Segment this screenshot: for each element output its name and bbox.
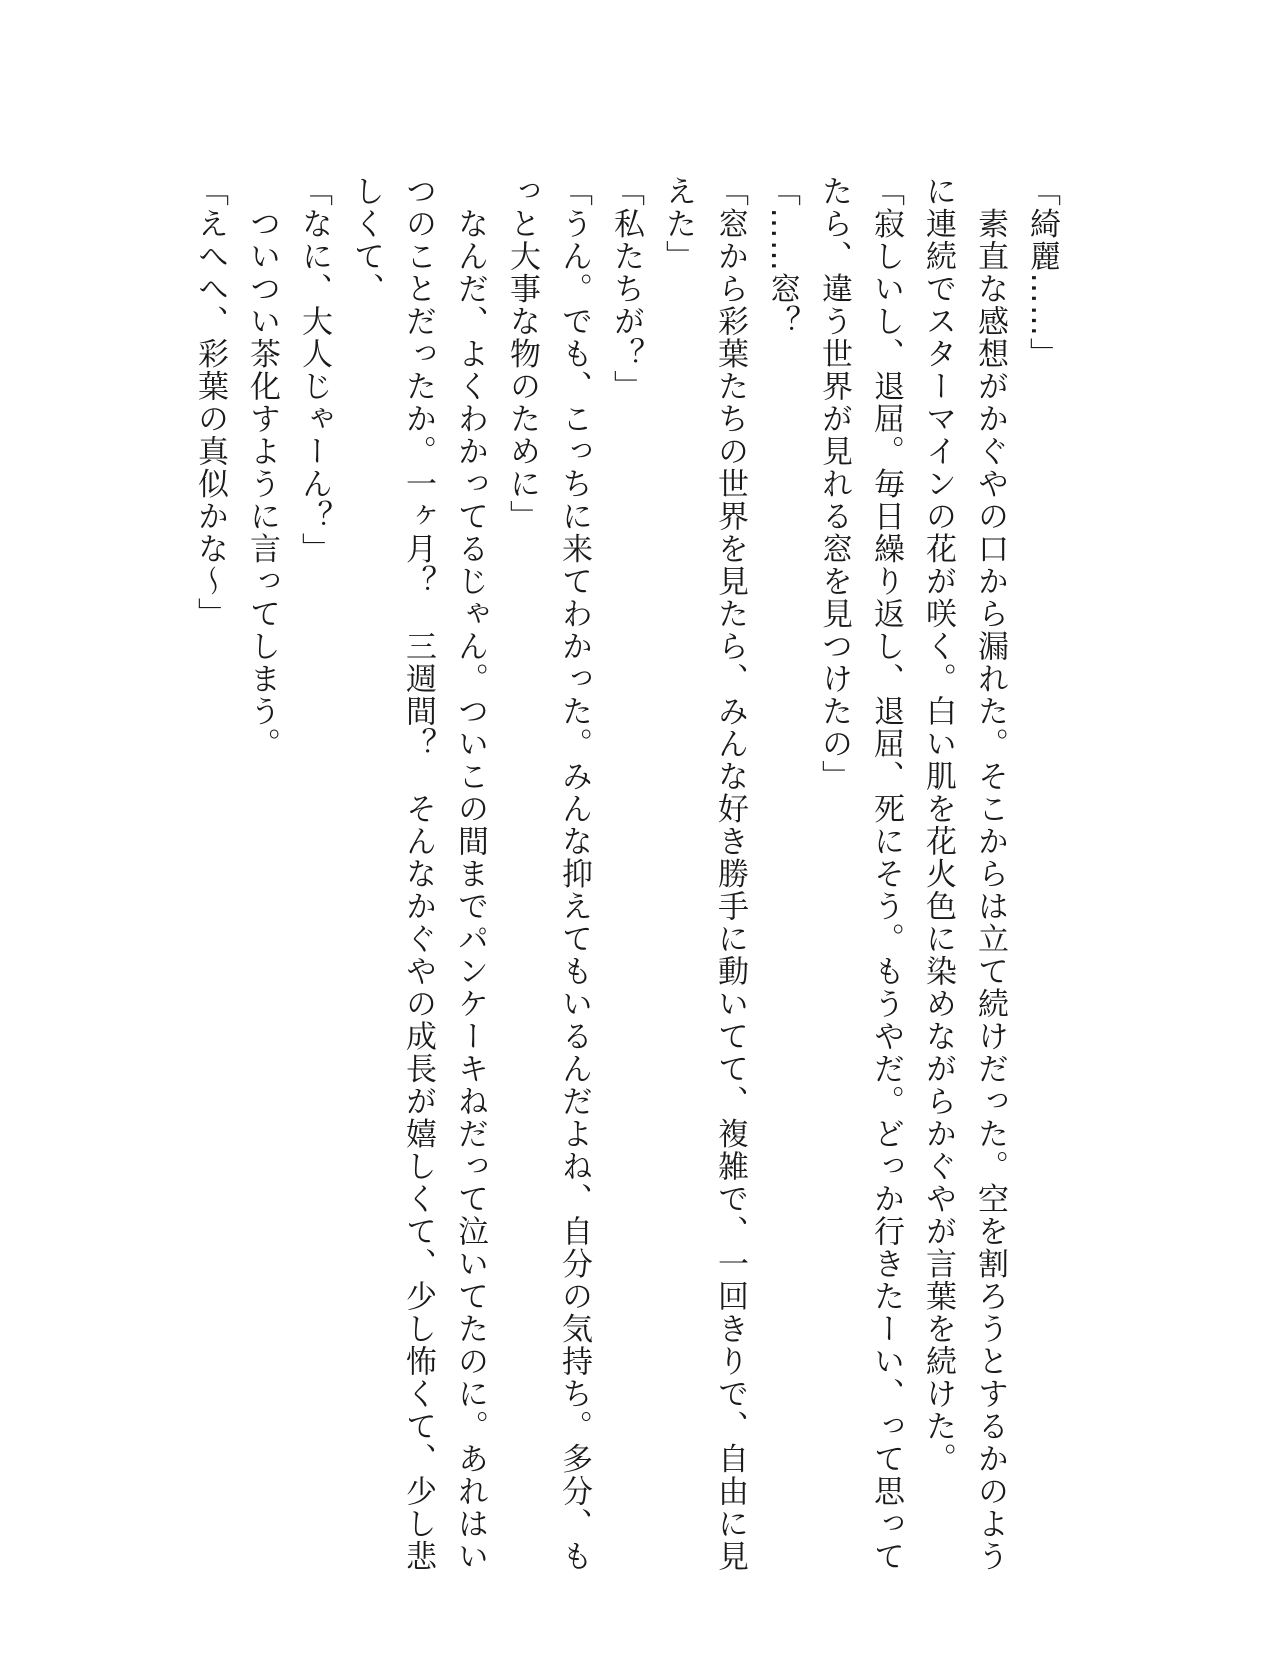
text-line-10: 「うん。でも、こっちに来てわかった。みんな抑えてもいるんだよね、自分の気持ち。多分、も — [556, 175, 592, 1573]
text-line-3: に連続でスターマインの花が咲く。白い肌を花火色に染めながらかぐやが言葉を続けた。 — [920, 175, 956, 1475]
text-line-12: なんだ、よくわかってるじゃん。ついこの間までパンケーキねだって泣いてたのに。あれはい — [452, 175, 488, 1573]
text-line-1: 「綺麗……」 — [1024, 175, 1060, 370]
text-line-6: 「……窓？ — [764, 175, 800, 338]
text-line-17: 「えへへ、彩葉の真似かな～」 — [192, 175, 228, 630]
text-line-16: ついつい茶化すように言ってしまう。 — [244, 175, 280, 760]
text-line-5: たら、違う世界が見れる窓を見つけたの」 — [816, 175, 852, 793]
text-line-9: 「私たちが？」 — [608, 175, 644, 403]
text-line-14: しくて、 — [348, 175, 384, 305]
text-line-8: えた」 — [660, 175, 696, 273]
text-line-11: っと大事な物のために」 — [504, 175, 540, 533]
text-line-2: 素直な感想がかぐやの口から漏れた。そこからは立て続けだった。空を割ろうとするかのよう — [972, 175, 1008, 1573]
text-line-4: 「寂しいし、退屈。毎日繰り返し、退屈、死にそう。もうやだ。どっか行きたーい、って思って — [868, 175, 904, 1573]
vertical-text-block — [184, 175, 1068, 1573]
text-line-15: 「なに、大人じゃーん？」 — [296, 175, 332, 565]
text-line-7: 「窓から彩葉たちの世界を見たら、みんな好き勝手に動いてて、複雑で、一回きりで、自由に見 — [712, 175, 748, 1573]
text-line-13: つのことだったか。一ヶ月？ 三週間？ そんなかぐやの成長が嬉しくて、少し怖くて、少し悲 — [400, 175, 436, 1573]
